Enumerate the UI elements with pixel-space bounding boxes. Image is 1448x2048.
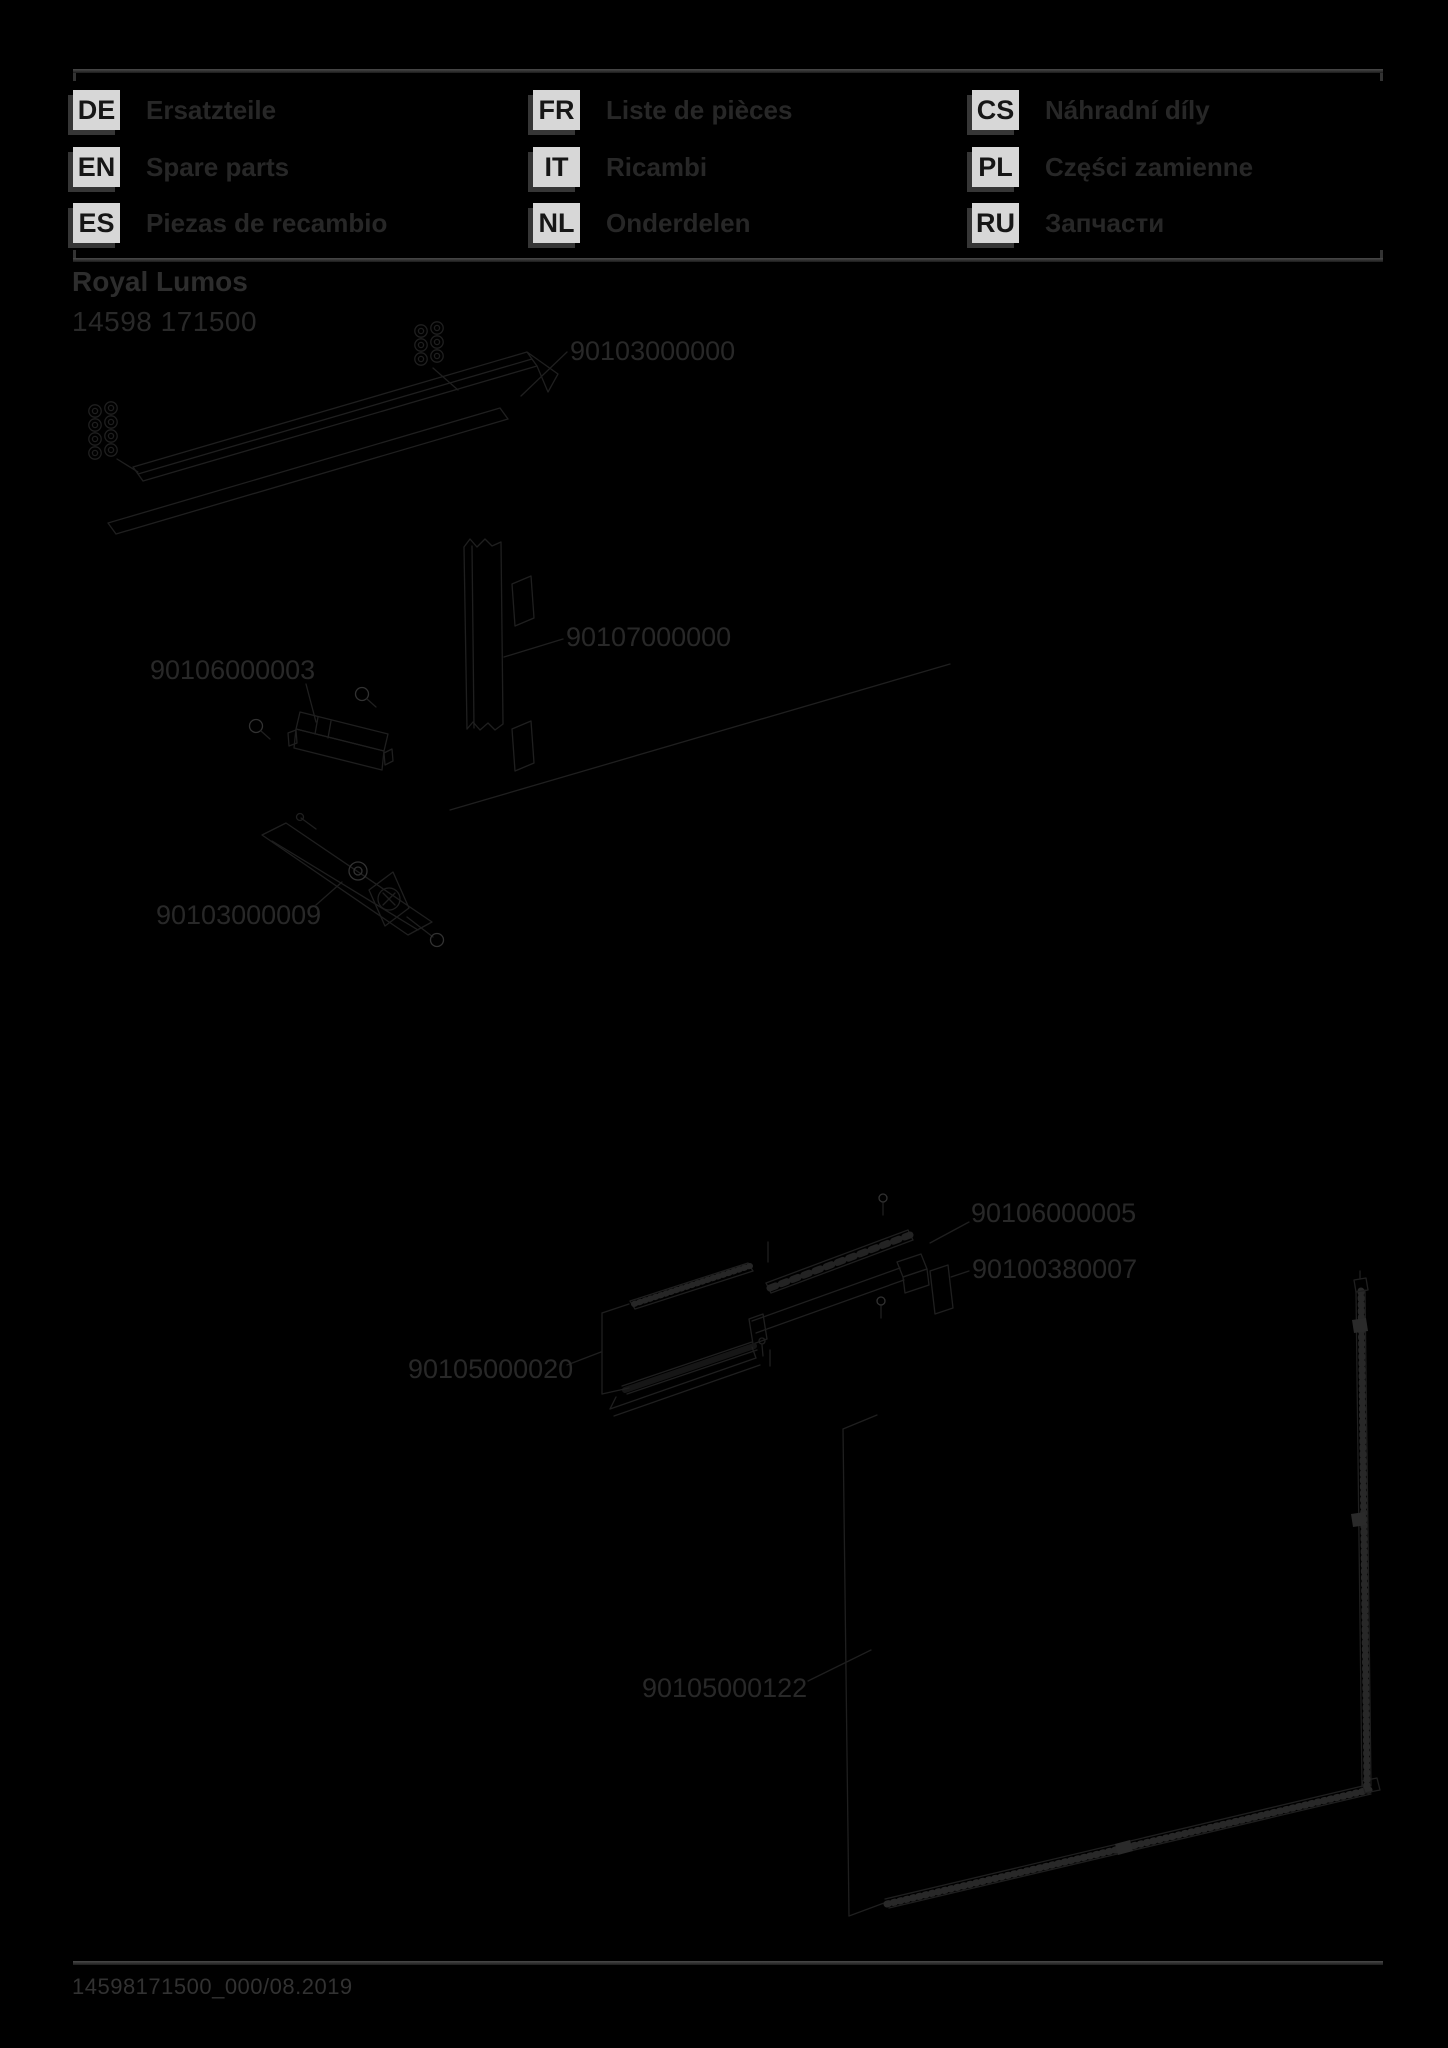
part-number-label: 90103000000 [570, 336, 736, 366]
document-number: 14598171500_000/08.2019 [72, 1974, 353, 1999]
part-number-label: 90103000009 [156, 900, 322, 930]
language-code-badge: NL [533, 203, 580, 243]
language-code-badge: CS [972, 90, 1019, 130]
language-code-badge: EN [73, 147, 120, 187]
part-number-label: 90105000122 [642, 1673, 808, 1703]
language-label: Piezas de recambio [146, 207, 388, 238]
language-code-badge: PL [972, 147, 1019, 187]
language-code-badge: ES [73, 203, 120, 243]
part-number-label: 90105000020 [408, 1354, 574, 1384]
language-label: Liste de pièces [606, 94, 793, 125]
language-label: Onderdelen [606, 207, 751, 238]
part-number-label: 90106000003 [150, 655, 316, 685]
product-name: Royal Lumos [72, 266, 248, 297]
part-number-label: 90107000000 [566, 622, 732, 652]
language-label: Ricambi [606, 151, 708, 182]
product-number: 14598 171500 [72, 306, 258, 337]
language-label: Spare parts [146, 151, 290, 182]
footer-rule [73, 1961, 1383, 1965]
language-code-badge: DE [73, 90, 120, 130]
language-label: Запчасти [1045, 207, 1165, 238]
language-label: Náhradní díly [1045, 94, 1210, 125]
part-number-label: 90100380007 [972, 1254, 1138, 1284]
language-code-badge: RU [972, 203, 1019, 243]
language-code-badge: FR [533, 90, 580, 130]
language-code-badge: IT [533, 147, 580, 187]
part-number-label: 90106000005 [971, 1198, 1137, 1228]
language-label: Części zamienne [1045, 151, 1254, 182]
language-label: Ersatzteile [146, 94, 277, 125]
